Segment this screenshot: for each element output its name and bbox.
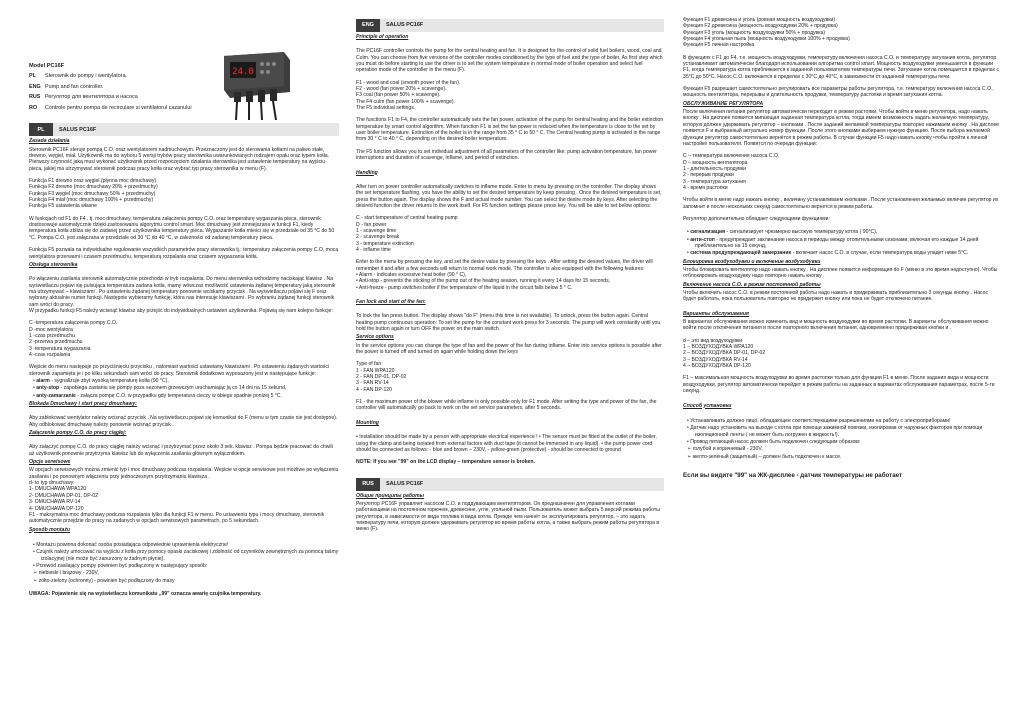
list-item: 3- DMUCHAWA RV-14 [29,499,81,506]
paragraph: Aby zablokować wentylator należy wcisnąć przycisk . Na wyświetlaczu pojawi się komunikat do F (menu w tym czasie nie jest dostępne). Aby odblokować dmuchawę należy ponownie wcisnąć przycisk . [29,415,338,428]
function-item: Funkcja F4 miał (moc dmuchawy 100% + przedmuchy) [29,197,154,204]
paragraph: После включения питания регулятор автоматически переходит в режим растопки. Чтобы войти в меню регулятора, надо нажать кнопку . На дисплее появится мигающая заданная температура котла, тогда имеем возможность задать желаемую температуру, которую должен удерживать регулятор – кнопками . После заданий желаемой температуры повторно нажимаем кнопку . На дисплее появится F и выбранный актуально номер функции. После этого кнопками выбираем нужную функцию. После выбора желаемой функции регулятор самостоятельно вернётся в режим работы. В случае функции F5 надо нажать кнопку чтобы пройти к личной настройке пользователя. Появятся по очереди функции: [683,109,1000,147]
list-item: 1 - FAN WPA120 [356,367,395,374]
list-item: 1 -czas przedmuchu [29,332,75,339]
paragraph: F1 - maksymalna moc dmuchawy podczas rozpalania tylko dla funkcji F1 w menu. Po ustawieniu typu i mocy dmuchawy, sterownik automatycznie przejdzie do pracy na zadanych w opcjach serwisowych parametrach, po 5 sekundach. [29,511,325,525]
controller-device-image [206,48,294,120]
feature-item: • anty-zamarzanie - załącza pompę C.O. w przypadku gdy temperatura cieczy w obiegu spadnie poniżej 5 °C. [33,392,283,399]
function-item: F1 - wood and coal (smooth power of the fan). [356,79,461,86]
list-item: 2 -przerwa przedmuchu [29,339,83,346]
mount-item: • Przewód zasilający pompy powinien być podłączony w następujący sposób: [33,562,208,569]
list-item: 3 - temperature extinction [356,240,414,247]
section-title: Способ установки [683,402,732,409]
list-item: 4 - FAN DP-120 [356,386,392,393]
function-item: Funkcja F3 węgiel (moc dmuchawy 50% + przedmuchy) [29,190,156,197]
paragraph: Функция F5 разрешает самостоятельно регулировать все параметры работы регулятора, т.е. температуру включения насоса С.О., мощность вентилятора, перерывы и длительность продувки, температуру растопки и время затухания котла. [683,86,994,99]
section-title: Principle of operation [356,34,409,40]
section-title: Załączenie pompy C.O. do pracy ciągłej: [29,430,127,437]
function-item: F3 coal (fan power 50% + scavenge). [356,92,441,99]
list-item: 3 – ВОЗДУХОДУВКА RV-14 [683,356,748,363]
list-item: d – это вид воздуходувки [683,337,743,344]
column-middle [356,0,664,724]
paragraph: W opcjach serwisowych można zmienić typ i moc dmuchawy podczas rozpalania. Wejście w opcje serwisowe jest możliwe po wyłączeniu zasilania i po ponownym włączeniu przy jednoczesnym przytrzymaniu klawisza . [29,467,339,480]
section-title: Opcje serwisowe [29,459,71,466]
feature-item: • система предупреждающей замерзание - включает насос С.О. в случае, если температура воды упадет ниже 5°С. [687,250,969,257]
paragraph: After turn on power controller automatically switches to inflame mode. Enter to menu by pressing on the controller. The display shows the set temperature flashing, you have the ability to set the desired temperature by keep pressing . Once the desired temperature is set, press the button again. The display shows the F and actual mode number. You can select the desire mode by keys. After selecting the desired function the driver returns to the work itself. For F5 function settings please press key. You will be able to set below options: [356,183,662,209]
paragraph: F1 - the maximum power of the blower while inflame is only possible only for F1 mode. After setting the type and power of the fan, the controller will automatically go back to work on the set service parameters, after 5 seconds. [356,399,657,412]
list-item: 1- DMUCHAWA WPA120 [29,486,86,493]
list-item: C – температура включения насоса С.О. [683,153,780,160]
list-item: 4- DMUCHAWA DP-120 [29,505,84,512]
function-item: The F4 culm (fan power 100% + scavenge). [356,98,455,105]
paragraph: Po włączeniu zasilania sterownik automatycznie przechodzi w tryb rozpalania. Do menu sterownika wchodzimy naciskając klawisz . Na wyświetlaczu pojawi się pulsująca temperatura zadana kotła, mamy wówczas możliwość ustawienia żądanej temperatury jaką sterownik ma utrzymywać – klawiszami . Po ustawieniu żądanej temperatury ponownie wciskamy przycisk . Na wyświetlaczu pojawi się F oraz wybrany aktualnie numer funkcji. Następnie wybieramy funkcję, która nas interesuje klawiszami . Po wybraniu żądanej funkcji sterownik sam wróci do pracy. [29,276,336,308]
mount-item: • Устанавливать должно лицо, обладающее соответствующими разрешениями на работу с электроприборами! [687,417,951,424]
paragraph: Sterownik PC16F steruje pompą C.O. oraz wentylatorem nadmuchowym. Przeznaczony jest do sterowania kotłami na paliwo stałe, drewno, węgiel, miał. Użytkownik ma do wyboru 5 wersji trybów pracy sterownika uwarunkowanych rodzajem opału oraz typem kotła. Pierwszy czynność jaką musi wykonać użytkownik przed rozpoczęciem działania sterownika jest ustawienie temperatury na wyjściu pieca, jakiej ma utrzymywać sterownik podczas pracy kotła oraz wybrać typ pracy sterownika w menu (F). [29,146,330,172]
warning-note: Если вы видите "99" на ЖК-дисплее - датчик температуры не работает [683,471,903,479]
function-item: Функция F4 угольная пыль (мощность воздуходувки 100% + продувка) [683,36,850,43]
lang-row: RUS Регулятор для вентилятора и насоса [29,94,138,101]
list-item: 3 -temperatura wygaszania [29,345,91,352]
function-item: Функция F3 уголь (мощность воздуходувки 50% + продувка) [683,29,826,36]
section-title: Mounting [356,419,379,426]
function-item: F2 - wood (fan power 20% + scavenge). [356,86,447,93]
paragraph: To lock the fan press button. The display shows "do F" (menu this time is not available). To unlock, press the button again. Central heating pump continuous operation: To set the pump for the constant work press for 3 seconds. The pump will work constantly until you hold the button again or turn OFF the power on the main switch. [356,313,661,333]
mount-item: ➢ żółto-zielony (ochronny) - powinien być podłączony do masy [33,577,175,584]
paragraph: • Installation should be made by a person with appropriate electrical experience ! • The sensor must be fitted at the outlet of the boiler, using the clamp and being isolated from external factors with duct tape (it cannot be immersed in any liquid). • the pump power cord should be connected as follows: - blue and brown – 230V, - yellow-green (protective) - should be connected to ground [356,434,657,453]
section-header-rus: RUS SALUS PC16F [356,478,664,491]
function-item: Функция F2 древесина (мощность воздуходувки 20% + продувка) [683,23,838,30]
paragraph: The F5 function allows you to set individual adjustment of all parameters of the controller like: pump activation temperature, fan power interruptions and duration of scavenge, inflame, and period of extinction. [356,148,657,162]
paragraph: Funkcja F5 pozwala na indywidualne regulowanie wszystkich parametrów pracy sterownika tj.: temperatury załączenia pompy C.O, mocą wentylatora przerwami i czasem przedmuchu, temperaturą rozpalania oraz czasem wygaszania kotła. [29,247,339,260]
list-item: 1 - длительность продувки [683,165,746,172]
section-title: Sposób montażu [29,526,71,533]
paragraph: W przypadku funkcji F5 należy wcisnąć klawisz aby przejść do indywidualnych ustawień użytkownika. Pojawią się nam kolejno funkcje: [29,307,333,314]
paragraph: В функциях с F1 до F4, т.е. мощность воздуходувки, температуру включения насоса С.О. и температуру затухания котла, регулятор устанавливает автоматически благодаря использовании алгоритма control smart. Мощность воздуходувки уменьшается в функции F1, когда температура котла приближается к заданной пользователем температуры печи. Затухание котла помещается в пределах с 35°С до 50°С. Насос С.О. включается в пределах с 30°С до 40°С, в зависимости от заданной температуры печи. [683,54,1000,80]
function-item: Функция F5 личная настройка [683,42,755,49]
paragraph: F1 – максимальная мощность воздуходувки во время растопки только для функции F1 в меню. После задания вида и мощности воздуходувки, регулятор автоматически перейдет в режим работы на заданных в вариантах обслуживания параметрах, после 5-ти секунд. [683,375,995,395]
paragraph: In the service options you can change the type of fan and the power of the fan during inflame. Enter into service options is possible after the power is turned off and turned on again while holding down the keys [356,342,662,356]
mount-item: • Czujnik należy umocować na wyjściu z kotła przy pomocy opaski zaciskowej i zdolność od czynników zewnętrznych za pomocą taśmy izolacyjnej (nie może być zanurzony w żadnym płynie). [33,549,339,562]
paragraph: The PC16F controller controls the pump for the central heating and fan. It is designed for the control of solid fuel boilers, wood, coal and Culm. You can choose from five versions of the controller modes conditioned by the type of fuel and the type of boiler. As first step which you must do before starting to use the driver is to set the system temperature in normal mode of boiler operation and select fuel operation mode of the controller in the menu (F). [356,48,663,74]
feature-item: • Anti-freeze - pump switches boiler if the temperature of the liquid in the circuit falls below 5 ° C. [356,284,573,291]
list-item: 2 - scavenge break [356,234,400,241]
model-title: Model PC16F [29,63,65,69]
section-title: Zasada działania [29,138,70,145]
list-item: D - fan power [356,221,387,228]
feature-item: • anty-stop - zapobiega zastaniu się pompy poza sezonem grzewczym uruchamiając ją co 14 dni na 15 sekund, [33,385,287,392]
list-item: Type of fan: [356,361,383,368]
section-title: Общие принципы работы [356,492,425,499]
list-item: 4 – ВОЗДУХОДУВКА DP-120 [683,363,751,370]
section-title: Блокировка воздуходувки и включение воздуходувки [683,258,821,265]
list-item: 1 – ВОЗДУХОДУВКА WPA120 [683,344,754,351]
paragraph: W funkcjach od F1 do F4 , tj. moc dmuchawy, temperatura załączenia pompy C.O. oraz temperaturę wygaszania pieca, sterownik dostosowuje automatycznie dzięki zastosowaniu algorytmu control smart. Moc dmuchawy jest zmniejszana w funkcji F1, kiedy temperatura kotła zbliża się do zadanej przez użytkownika temperatury pieca. Wygaszanie kotła mieści się w przedziale od 35 °C do 50 °C. Pompa C.O. jest załączana w przedziale od 30 °C do 40 °C, w zależności od zadanej temperatury pieca. [29,215,335,241]
mount-item: ➢ niebieski i brązowy - 230V, [33,570,99,577]
section-title: Варианты обслуживания [683,310,749,317]
feature-item: • alarm - sygnalizuje zbyt wysoką temperaturę kotła (90 °C), [33,378,169,384]
paragraph: Wejście do menu następuje po przyciśnięciu przycisku , natomiast wartości ustawiamy klawiszami . Po ustawieniu żądanych wartości sterownik zapamięta je i po kilku sekundach sam wróci do pracy. Sterownik dodatkowo wyposażony jest w następujące funkcje: [29,364,329,377]
section-header-pl: PL SALUS PC16F [29,123,339,136]
feature-item: • сигнализация - сигнализирует чрезмерно высокую температуру котла ( 90°С), [687,229,878,236]
section-title: Service options [356,334,394,341]
feature-item: • Alarm - indicates excessive heat boiler (90 ° C), [356,271,467,278]
list-item: D -moc wentylatora [29,326,73,333]
function-item: Funkcja F5 ustawienia własne [29,203,97,210]
list-item: C -temperatura załączenia pompy C.O. [29,320,118,327]
paragraph: Чтобы блокировать вентилятор надо нажать кнопку . На дисплее появится информация do F (меню в это время недоступно). Чтобы отблокировать воздуходувку надо повторно нажать кнопку . [683,267,998,280]
feature-item: • Anti-stop - prevents the sticking of the pump out of the heating season, running it every 14 days for 15 seconds, [356,278,611,285]
section-title: ОБСЛУЖИВАНИЕ РЕГУЛЯТОРА [683,100,764,107]
list-item: 4 - время растопки [683,184,728,191]
mount-item: ➢ желто-зеленый (защитный) – должен быть подключен к массе. [687,453,842,460]
paragraph: Enter to the menu by pressing the key, and set the desire value by pressing the keys . After setting the desired values, the driver will remember it and after a few seconds will return to normal work mode. The controller is also equipped with the following features: [356,259,653,272]
mount-item: • Датчик надо установить на выходе с котла при помощи зажимной повязки, изолировав от наружных факторов при помощи изоляционной ленты ( не может быть погружен в жидкость!). [687,425,983,438]
function-item: Funkcja F1 drewno oraz węgiel (płynna moc dmuchawy) [29,178,157,185]
paragraph: Регулятор PC16F управляет насосом С.О. и поддувающим вентилятором. Он предназначен для управления котлами работающими на постоянном горючем, древесине, угле, угольной пыли. Пользователь может выбрать 5 версий режима работы регулятора, в зависимости от вида топлива и вида котла. Прежде чем начнёт он эксплуатировать регулятор, – это задать температуру печи, которую должен удерживать регулятор во время работы котла, а также выбрать режим работы регулятора в меню (F). [356,500,660,533]
list-item: 2- DMUCHAWA DP-01, DP-02 [29,492,98,499]
section-title: Включение насоса С.О. в режим постоянной работы [683,281,821,288]
list-item: 4 -czas rozpalania [29,351,71,358]
display-reading: 24.0 [232,67,254,77]
lang-row: ENG Pump and fan controller. [29,83,104,90]
function-item: Funkcja F2 drewno (moc dmuchawy 20% + przedmuchy) [29,184,158,191]
list-item: 3 - FAN RV-14 [356,380,389,387]
warning-note: UWAGA: Pojawienie się na wyświetlaczu komunikatu „99" oznacza awarię czujnika temperatury. [29,590,262,597]
paragraph: Aby załączyć pompę C.O. do pracy ciągłej należy wcisnąć i przytrzymać przez około 3 sek. klawisz . Pompa będzie pracować do chwili aż użytkownik ponownie przytrzyma klawisz lub do wyłączenia zasilania głównym wyłącznikiem. [29,444,333,457]
paragraph: В вариантах обслуживания можно изменить вид и мощность воздуходувки во время растопки. В варианты обслуживания можно войти после отключения питания и после повторного включения питания, одновременно придерживая кнопки и . [683,319,989,332]
list-item: 3 - температура затухания [683,178,746,185]
column-right [683,0,1001,724]
section-title: Blokada Dmuchawy i start pracy dmuchawy: [29,401,137,408]
section-header-eng: ENG SALUS PC16F [356,19,664,32]
function-item: Функция F1 древесина и уголь (ровная мощность воздуходувки) [683,17,836,23]
function-item: The F5 individual settings. [356,105,416,112]
paragraph: Регулятор дополнительно обладает следующими функциями: [683,215,830,222]
list-item: 2 - FAN DP-01, DP-02 [356,374,407,381]
list-item: C - start temperature of central heating pump [356,215,458,222]
paragraph: Чтобы войти в меню надо нажать кнопку , величину устанавливаем кнопками . После установления желаемых величин регулятор их запомнит и после нескольких секунд самостоятельно вернется в режим работы. [683,197,999,210]
list-item: 1 - scavenge time [356,227,397,234]
section-title: Fan lock and start of the fan: [356,299,426,305]
list-item: 2 - перерыв продувки [683,172,734,179]
list-item: 4 - inflame time [356,246,391,253]
mount-item: • Montażu powinna dokonać osoba posiadająca odpowiednie uprawnienia elektryczne! [33,541,229,548]
feature-item: • анти-стоп - предупреждает заклинание насоса в периоды между отопительными сезонами, включая его каждые 14 дней приблизительно на 15 секунд, [687,236,979,249]
lang-row: RO Controle pentru pompa de recirculare si ventilatorul cazanului [29,104,192,111]
list-item: D – мощность вентилятора [683,159,748,166]
warning-note: NOTE: If you see "99" on the LCD display – temperature sensor is broken. [356,459,535,466]
paragraph: The functions F1 to F4, the controller automatically sets the fan power, activation of the pump for central heating and the boiler extinction temperature by smart control algorithm. When function F1 is set the fan power is reduced when the temperature is close to the set by user boiler temperature. Extinction of the boiler is in the range from 35 ° C to 50 ° C. The Central heating pump is activated in the range from 30 ° C to 40 ° C, depending on the desired boiler temperature. [356,117,664,143]
list-item: 2 – ВОЗДУХОДУВКА DP-01, DP-02 [683,350,766,357]
mount-item: • Провод питающий насос должен быть подключен следующим образом: [687,438,861,445]
paragraph: Чтобы включить насос С.О. в режим постоянной работы надо нажать и придерживать приблизительно 3 секунды кнопку . Насос будет работать, пока пользователь повторно не придержит кнопку или пока не будет отключено питание. [683,290,989,303]
list-item: d- to typ dmuchawy: [29,480,75,487]
section-title: Obsługa sterownika [29,261,78,268]
section-title: Handling [356,169,378,176]
lang-row: PL Sterownik do pompy i wentylatora. [29,73,128,80]
mount-item: ➢ голубой и коричневый - 230V, [687,446,763,453]
